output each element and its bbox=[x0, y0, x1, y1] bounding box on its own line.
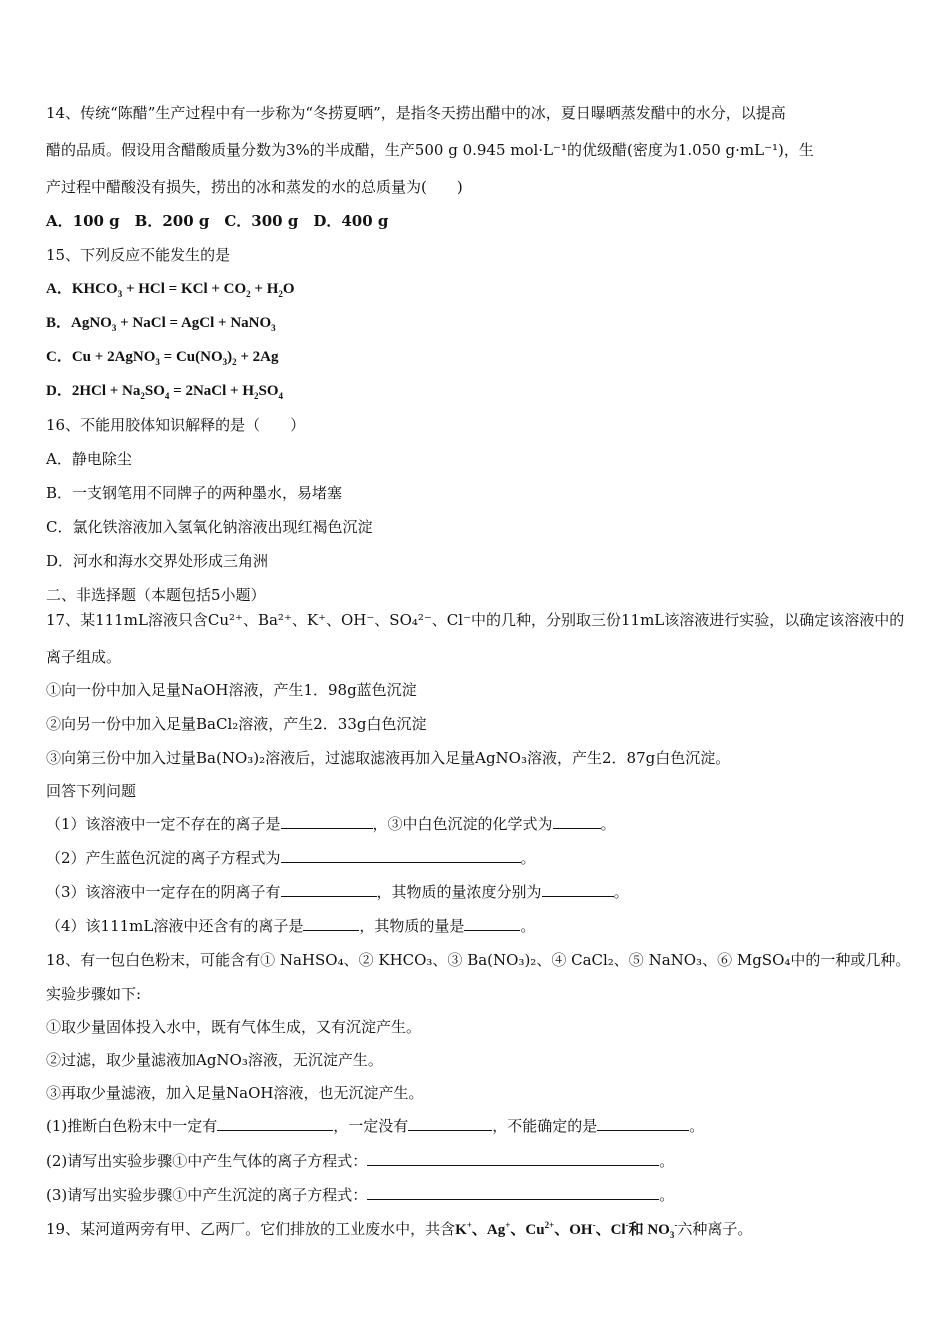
q15-option-a: A．$KHCO_3$ + HCl = KCl + $CO_2 + H_2O$ bbox=[46, 281, 295, 299]
q15-option-d: D．$2HCl + Na_2SO_4$ = 2NaCl + $H_2SO_4$ bbox=[46, 383, 284, 401]
q18-step-2: ②过滤，取少量滤液加AgNO₃溶液，无沉淀产生。 bbox=[46, 1051, 383, 1069]
q16-stem: 16、不能用胶体知识解释的是（ ） bbox=[46, 416, 306, 434]
answer-blank[interactable] bbox=[408, 1116, 492, 1131]
q15-option-b: B．AgNO$_3$ + NaCl = AgCl + NaNO$_3$ bbox=[46, 315, 276, 333]
q16-option-c: C．氯化铁溶液加入氢氧化钠溶液出现红褐色沉淀 bbox=[46, 518, 373, 536]
answer-blank[interactable] bbox=[464, 916, 520, 931]
answer-blank[interactable] bbox=[597, 1116, 689, 1131]
q17-line-2: 离子组成。 bbox=[46, 648, 122, 666]
answer-blank[interactable] bbox=[281, 882, 377, 897]
q19-ion-list: K+、Ag+、$Cu^{2+}$、OH-、Cl-和 $NO_3^-$ bbox=[455, 1220, 678, 1240]
answer-blank[interactable] bbox=[553, 814, 601, 829]
q17-part-3: （3）该溶液中一定存在的阴离子有 ，其物质的量浓度分别为 。 bbox=[46, 883, 629, 901]
q17-part-4: （4）该111mL溶液中还含有的离子是 ，其物质的量是 。 bbox=[46, 917, 536, 935]
q16-option-d: D．河水和海水交界处形成三角洲 bbox=[46, 552, 269, 570]
q14-options: A．100 g B．200 g C．300 g D．400 g bbox=[46, 212, 389, 230]
q17-part-2: （2）产生蓝色沉淀的离子方程式为 。 bbox=[46, 849, 536, 867]
q16-option-b: B．一支钢笔用不同牌子的两种墨水，易堵塞 bbox=[46, 484, 343, 502]
q18-part-3: (3)请写出实验步骤①中产生沉淀的离子方程式： 。 bbox=[46, 1186, 675, 1204]
q17-step-1: ①向一份中加入足量NaOH溶液，产生1．98g蓝色沉淀 bbox=[46, 681, 417, 699]
q17-step-3: ③向第三份中加入过量Ba(NO₃)₂溶液后，过滤取滤液再加入足量AgNO₃溶液，产生2．87g白色沉淀。 bbox=[46, 749, 731, 767]
q18-part-2: (2)请写出实验步骤①中产生气体的离子方程式： 。 bbox=[46, 1152, 675, 1170]
answer-blank[interactable] bbox=[303, 916, 359, 931]
q15-stem: 15、下列反应不能发生的是 bbox=[46, 246, 231, 264]
q16-option-a: A．静电除尘 bbox=[46, 450, 132, 468]
q14-line-1: 14、传统“陈醋”生产过程中有一步称为“冬捞夏晒”，是指冬天捞出醋中的冰，夏日曝晒蒸发醋中的水分，以提高 bbox=[46, 104, 786, 122]
q14-line-2: 醋的品质。假设用含醋酸质量分数为3%的半成醋，生产500 g 0.945 mol·L⁻¹的优级醋(密度为1.050 g·mL⁻¹)，生 bbox=[46, 141, 814, 159]
q17-answer-prompt: 回答下列问题 bbox=[46, 782, 137, 800]
q18-line-2: 实验步骤如下: bbox=[46, 985, 142, 1003]
answer-blank[interactable] bbox=[281, 814, 373, 829]
q15-option-c: C．Cu + 2AgNO$_3$ = $Cu(NO_3)_2 + 2Ag$ bbox=[46, 349, 279, 367]
answer-blank[interactable] bbox=[217, 1116, 333, 1131]
answer-blank[interactable] bbox=[367, 1185, 659, 1200]
q19-stem: 19、某河道两旁有甲、乙两厂。它们排放的工业废水中，共含K+、Ag+、$Cu^{2+}$、OH-、Cl-和 $NO_3^-$六种离子。 bbox=[46, 1220, 753, 1240]
q14-line-3: 产过程中醋酸没有损失，捞出的冰和蒸发的水的总质量为( ) bbox=[46, 178, 463, 196]
q17-line-1: 17、某111mL溶液只含Cu²⁺、Ba²⁺、K⁺、OH⁻、SO₄²⁻、Cl⁻中的几种，分别取三份11mL该溶液进行实验，以确定该溶液中的 bbox=[46, 611, 905, 629]
q18-part-1: (1)推断白色粉末中一定有 ，一定没有 ，不能确定的是 。 bbox=[46, 1117, 705, 1135]
q18-line-1: 18、有一包白色粉末，可能含有① NaHSO₄、② KHCO₃、③ Ba(NO₃)₂、④ CaCl₂、⑤ NaNO₃、⑥ MgSO₄中的一种或几种。 bbox=[46, 951, 911, 969]
answer-blank[interactable] bbox=[367, 1151, 659, 1166]
answer-blank[interactable] bbox=[281, 848, 521, 863]
answer-blank[interactable] bbox=[542, 882, 614, 897]
q17-part-1: （1）该溶液中一定不存在的离子是 ，③中白色沉淀的化学式为 。 bbox=[46, 815, 616, 833]
section-heading: 二、非选择题（本题包括5小题） bbox=[46, 586, 266, 604]
q18-step-1: ①取少量固体投入水中，既有气体生成，又有沉淀产生。 bbox=[46, 1018, 422, 1036]
q18-step-3: ③再取少量滤液，加入足量NaOH溶液，也无沉淀产生。 bbox=[46, 1084, 424, 1102]
q17-step-2: ②向另一份中加入足量BaCl₂溶液，产生2．33g白色沉淀 bbox=[46, 715, 427, 733]
